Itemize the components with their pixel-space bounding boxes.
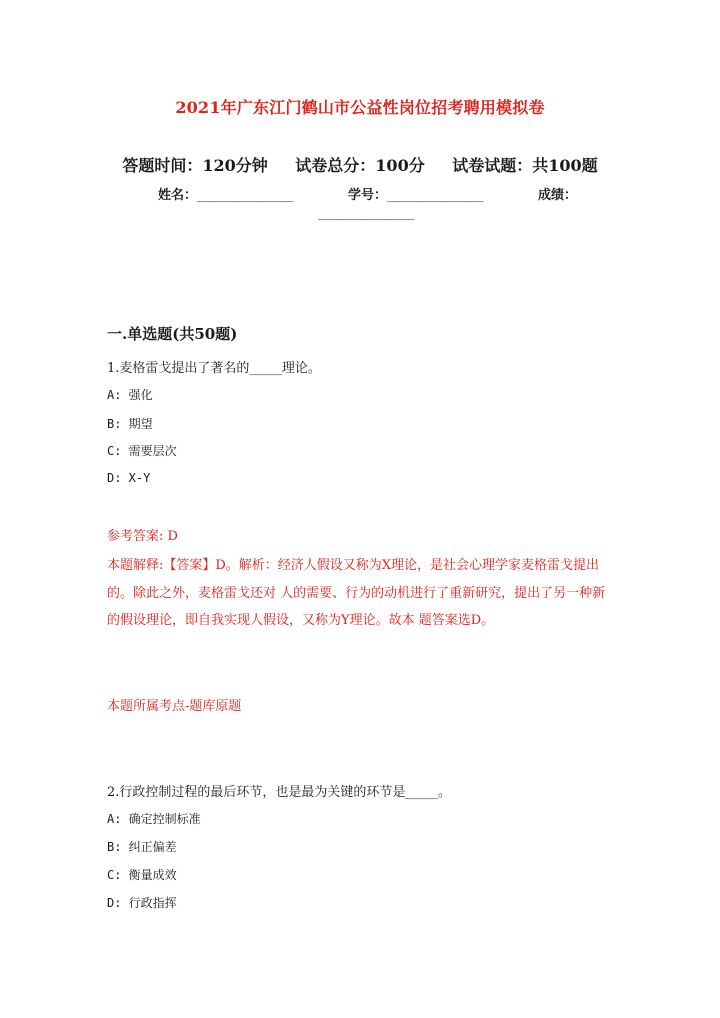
exam-title: 2021年广东江门鹤山市公益性岗位招考聘用模拟卷 <box>175 98 545 117</box>
section-title: 一.单选题(共50题) <box>107 325 238 343</box>
exam-info <box>0 153 720 176</box>
option-d <box>107 471 150 486</box>
option-b <box>107 838 177 855</box>
option-c <box>107 866 177 883</box>
option-a <box>107 386 153 403</box>
name-blank: ________________ <box>197 188 294 203</box>
student-id-field <box>348 184 483 203</box>
option-text: B: 期望 <box>107 417 153 431</box>
score-blank: ________________ <box>318 206 414 221</box>
option-text: D: 行政指挥 <box>107 896 177 910</box>
question-source: 本题所属考点-题库原题 <box>107 699 242 714</box>
option-text: A: 强化 <box>107 388 153 402</box>
name-field <box>158 184 293 203</box>
option-b <box>107 415 153 432</box>
answer-explanation: 本题解释:【答案】D。解析：经济人假设又称为X理论，是社会心理学家麦格雷戈提出的。除此之外，麦格雷戈还对 人的需要、行为的动机进行了重新研究，提出了另一种新的假设理论，即自我实现人假设，又称为Y理论。故本 题答案选D。 <box>107 558 606 628</box>
exam-time: 答题时间：120分钟 <box>122 156 268 175</box>
reference-answer: 参考答案: D <box>107 529 178 544</box>
exam-total-score: 试卷总分：100分 <box>295 156 425 175</box>
student-id-blank: ________________ <box>387 188 484 203</box>
exam-question-count: 试卷试题：共100题 <box>452 156 598 175</box>
option-a <box>107 810 201 827</box>
option-d <box>107 894 177 911</box>
option-text: D: X-Y <box>107 471 151 485</box>
name-label: 姓名： <box>158 188 198 203</box>
question-stem: 2.行政控制过程的最后环节，也是最为关键的环节是_____。 <box>107 785 451 800</box>
option-text: A: 确定控制标准 <box>107 812 201 826</box>
question-stem: 1.麦格雷戈提出了著名的_____理论。 <box>107 361 321 376</box>
option-text: C: 衡量成效 <box>107 868 177 882</box>
score-label: 成绩： <box>538 188 578 203</box>
option-text: B: 纠正偏差 <box>107 840 177 854</box>
option-text: C: 需要层次 <box>107 444 177 458</box>
option-c <box>107 442 177 459</box>
student-id-label: 学号： <box>348 188 388 203</box>
